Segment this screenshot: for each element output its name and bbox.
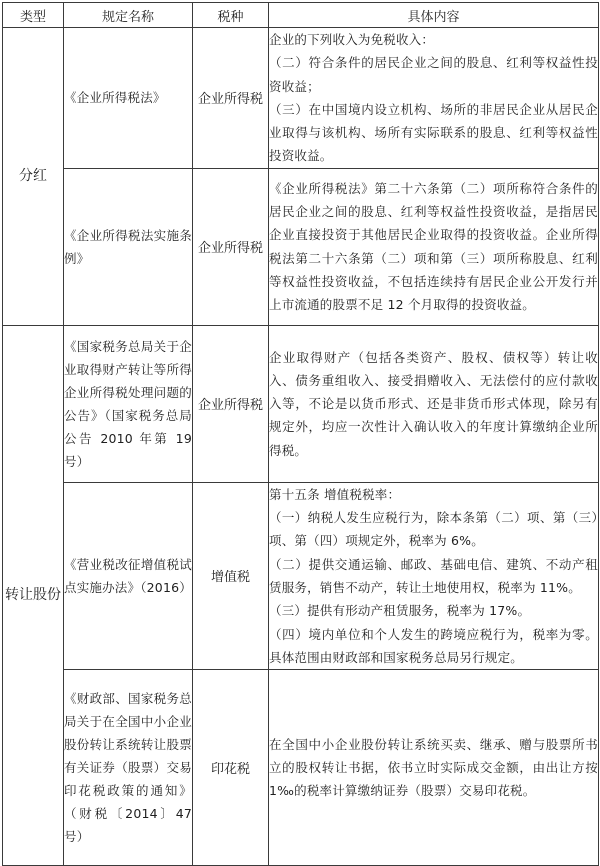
tax-kind: 企业所得税 (193, 325, 269, 482)
detail-cell (269, 168, 599, 325)
detail-line: （二）提供交通运输、邮政、基础电信、建筑、不动产租赁服务，销售不动产，转让土地使用权，税率为 11%。 (269, 556, 598, 595)
table-row (3, 482, 599, 669)
detail-line: （三）提供有形动产租赁服务，税率为 17%。 (269, 603, 531, 619)
type-cell: 分红 (3, 28, 64, 326)
detail-line: （一）纳税人发生应税行为，除本条第（二）项、第（三）项、第（四）项规定外，税率为 6%。 (269, 510, 598, 549)
detail-line: （四）境内单位和个人发生的跨境应税行为，税率为零。具体范围由财政部和国家税务总局另行规定。 (269, 626, 598, 665)
detail-line: 企业取得财产（包括各类资产、股权、债权等）转让收入、债务重组收入、接受捐赠收入、无法偿付的应付款收入等，不论是以货币形式、还是非货币形式体现，除另有规定外，均应一次性计入确认收入的年度计算缴纳企业所得税。 (269, 349, 598, 458)
detail-cell (269, 325, 599, 482)
tax-kind: 企业所得税 (193, 168, 269, 325)
regulation-name: 《企业所得税法实施条例》 (64, 168, 193, 325)
tax-policy-table (2, 2, 599, 866)
detail-line: 企业的下列收入为免税收入： (269, 32, 435, 47)
detail-cell (269, 670, 599, 866)
header-row (3, 3, 599, 28)
detail-line: 在全国中小企业股份转让系统买卖、继承、赠与股票所书立的股权转让书据，依书立时实际成交金额，由出让方按 1‰的税率计算缴纳证券（股票）交易印花税。 (269, 736, 598, 799)
regulation-name: 《企业所得税法》 (64, 28, 193, 169)
table-row (3, 670, 599, 866)
header-regulation-name: 规定名称 (64, 3, 193, 28)
header-type: 类型 (3, 3, 64, 28)
detail-cell (269, 28, 599, 169)
table-row (3, 168, 599, 325)
type-cell: 转让股份 (3, 325, 64, 865)
regulation-name: 《财政部、国家税务总局关于在全国中小企业股份转让系统转让股票有关证券（股票）交易印花税政策的通知》（财税〔2014〕47 号） (64, 670, 193, 866)
detail-line: 第十五条 增值税税率： (269, 486, 401, 502)
header-tax-kind: 税种 (193, 3, 269, 28)
tax-kind: 增值税 (193, 482, 269, 669)
table-row (3, 28, 599, 169)
regulation-name: 《国家税务总局关于企业取得财产转让等所得企业所得税处理问题的公告》（国家税务总局公告 2010 年第 19 号） (64, 325, 193, 482)
tax-kind: 企业所得税 (193, 28, 269, 169)
header-details: 具体内容 (269, 3, 599, 28)
detail-line: 《企业所得税法》第二十六条第（二）项所称符合条件的居民企业之间的股息、红利等权益性投资收益，是指居民企业直接投资于其他居民企业取得的投资收益。企业所得税法第二十六条第（二）项和第（三）项所称股息、红利等权益性投资收益，不包括连续持有居民企业公开发行并上市流通的股票不足 12 个月取得的投资收益。 (269, 180, 598, 313)
regulation-name: 《营业税改征增值税试点实施办法》（2016） (64, 482, 193, 669)
detail-line: （二）符合条件的居民企业之间的股息、红利等权益性投资收益； (269, 55, 598, 94)
table-row (3, 325, 599, 482)
detail-cell (269, 482, 599, 669)
detail-line: （三）在中国境内设立机构、场所的非居民企业从居民企业取得与该机构、场所有实际联系的股息、红利等权益性投资收益。 (269, 101, 598, 164)
tax-kind: 印花税 (193, 670, 269, 866)
